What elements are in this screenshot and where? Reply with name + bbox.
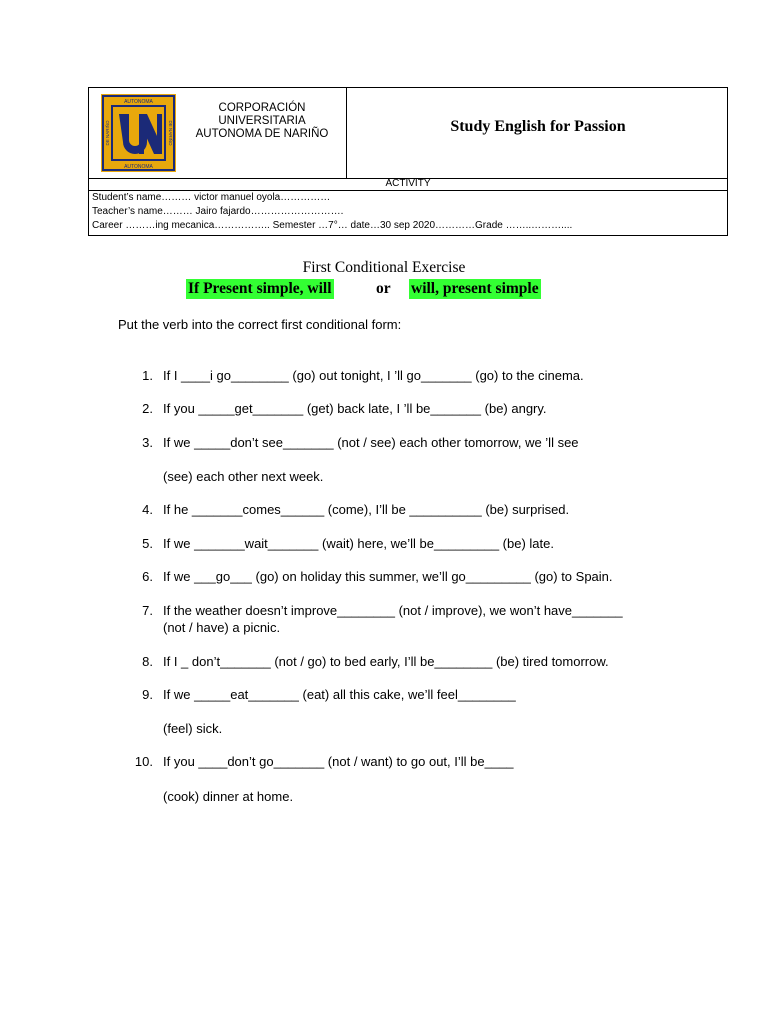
svg-text:DE NARIÑO: DE NARIÑO [105, 120, 110, 146]
svg-text:AUTONOMA: AUTONOMA [124, 164, 153, 170]
career-line: Career ………ing mecanica…………….. Semester …7°… date…30 sep 2020…………Grade ……..……….... [92, 220, 573, 231]
activity-label: ACTIVITY [89, 178, 727, 191]
institution-name: CORPORACIÓN UNIVERSITARIA AUTONOMA DE NARIÑO [195, 102, 329, 140]
header-table [88, 87, 728, 236]
teacher-name-line: Teacher’s name……… Jairo fajardo………………………. [92, 206, 344, 217]
document-page: AUTONOMA AUTONOMA DE NARIÑO DE NARIÑO CORPORACIÓN UNIVERSITARIA AUTONOMA DE NARIÑO Study English for Passion ACTIVITY Student’s name……… victor manuel oyola…………… Teacher’s name……… Jairo fajardo………………………. Career ………ing mecanica…………….. Semester …7°… date…30 sep 2020…………Grade ……..……….... First Conditional Exercise If Present simple, will or will, present simple Put the verb into the correct first conditional form: 1. If I ____i go________ (go) out tonight, I ’ll go_______ (go) to the cinema. 2. If you _____get_______ (get) back late, I ’ll be_______ (be) angry. 3. If we _____don’t see_______ (not / see) each other tomorrow, we ’ll see (see) each other next week. 4. If he _______comes______ (come), I’ll be __________ (be) surprised. 5. If we _______wait_______ (wait) here, we’ll be_________ (be) late. 6. If we ___go___ (go) on holiday this summer, we’ll go_________ (go) to Spain. 7. If the weather doesn’t improve________ (not / improve), we won’t have_______ (not / have) a picnic. 8. If I _ don’t_______ (not / go) to bed early, I’ll be________ (be) tired tomorrow. 9. If we _____eat_______ (eat) all this cake, we’ll feel________ (feel) sick. 10. If you ____don’t go_______ (not / want) to go out, I’ll be____ (cook) dinner at home. [0, 0, 768, 1024]
pattern-right: will, present simple [411, 280, 539, 297]
student-name-line: Student’s name……… victor manuel oyola…………… [92, 192, 331, 203]
svg-text:AUTONOMA: AUTONOMA [124, 99, 153, 105]
instruction: Put the verb into the correct first conditional form: [118, 317, 402, 332]
document-title: Study English for Passion [450, 118, 626, 135]
student-info [92, 191, 722, 233]
exercise-title: First Conditional Exercise [302, 259, 466, 276]
university-logo [101, 94, 176, 172]
svg-text:DE NARIÑO: DE NARIÑO [168, 120, 173, 146]
pattern-left: If Present simple, will [188, 280, 332, 297]
pattern-or: or [376, 280, 391, 297]
